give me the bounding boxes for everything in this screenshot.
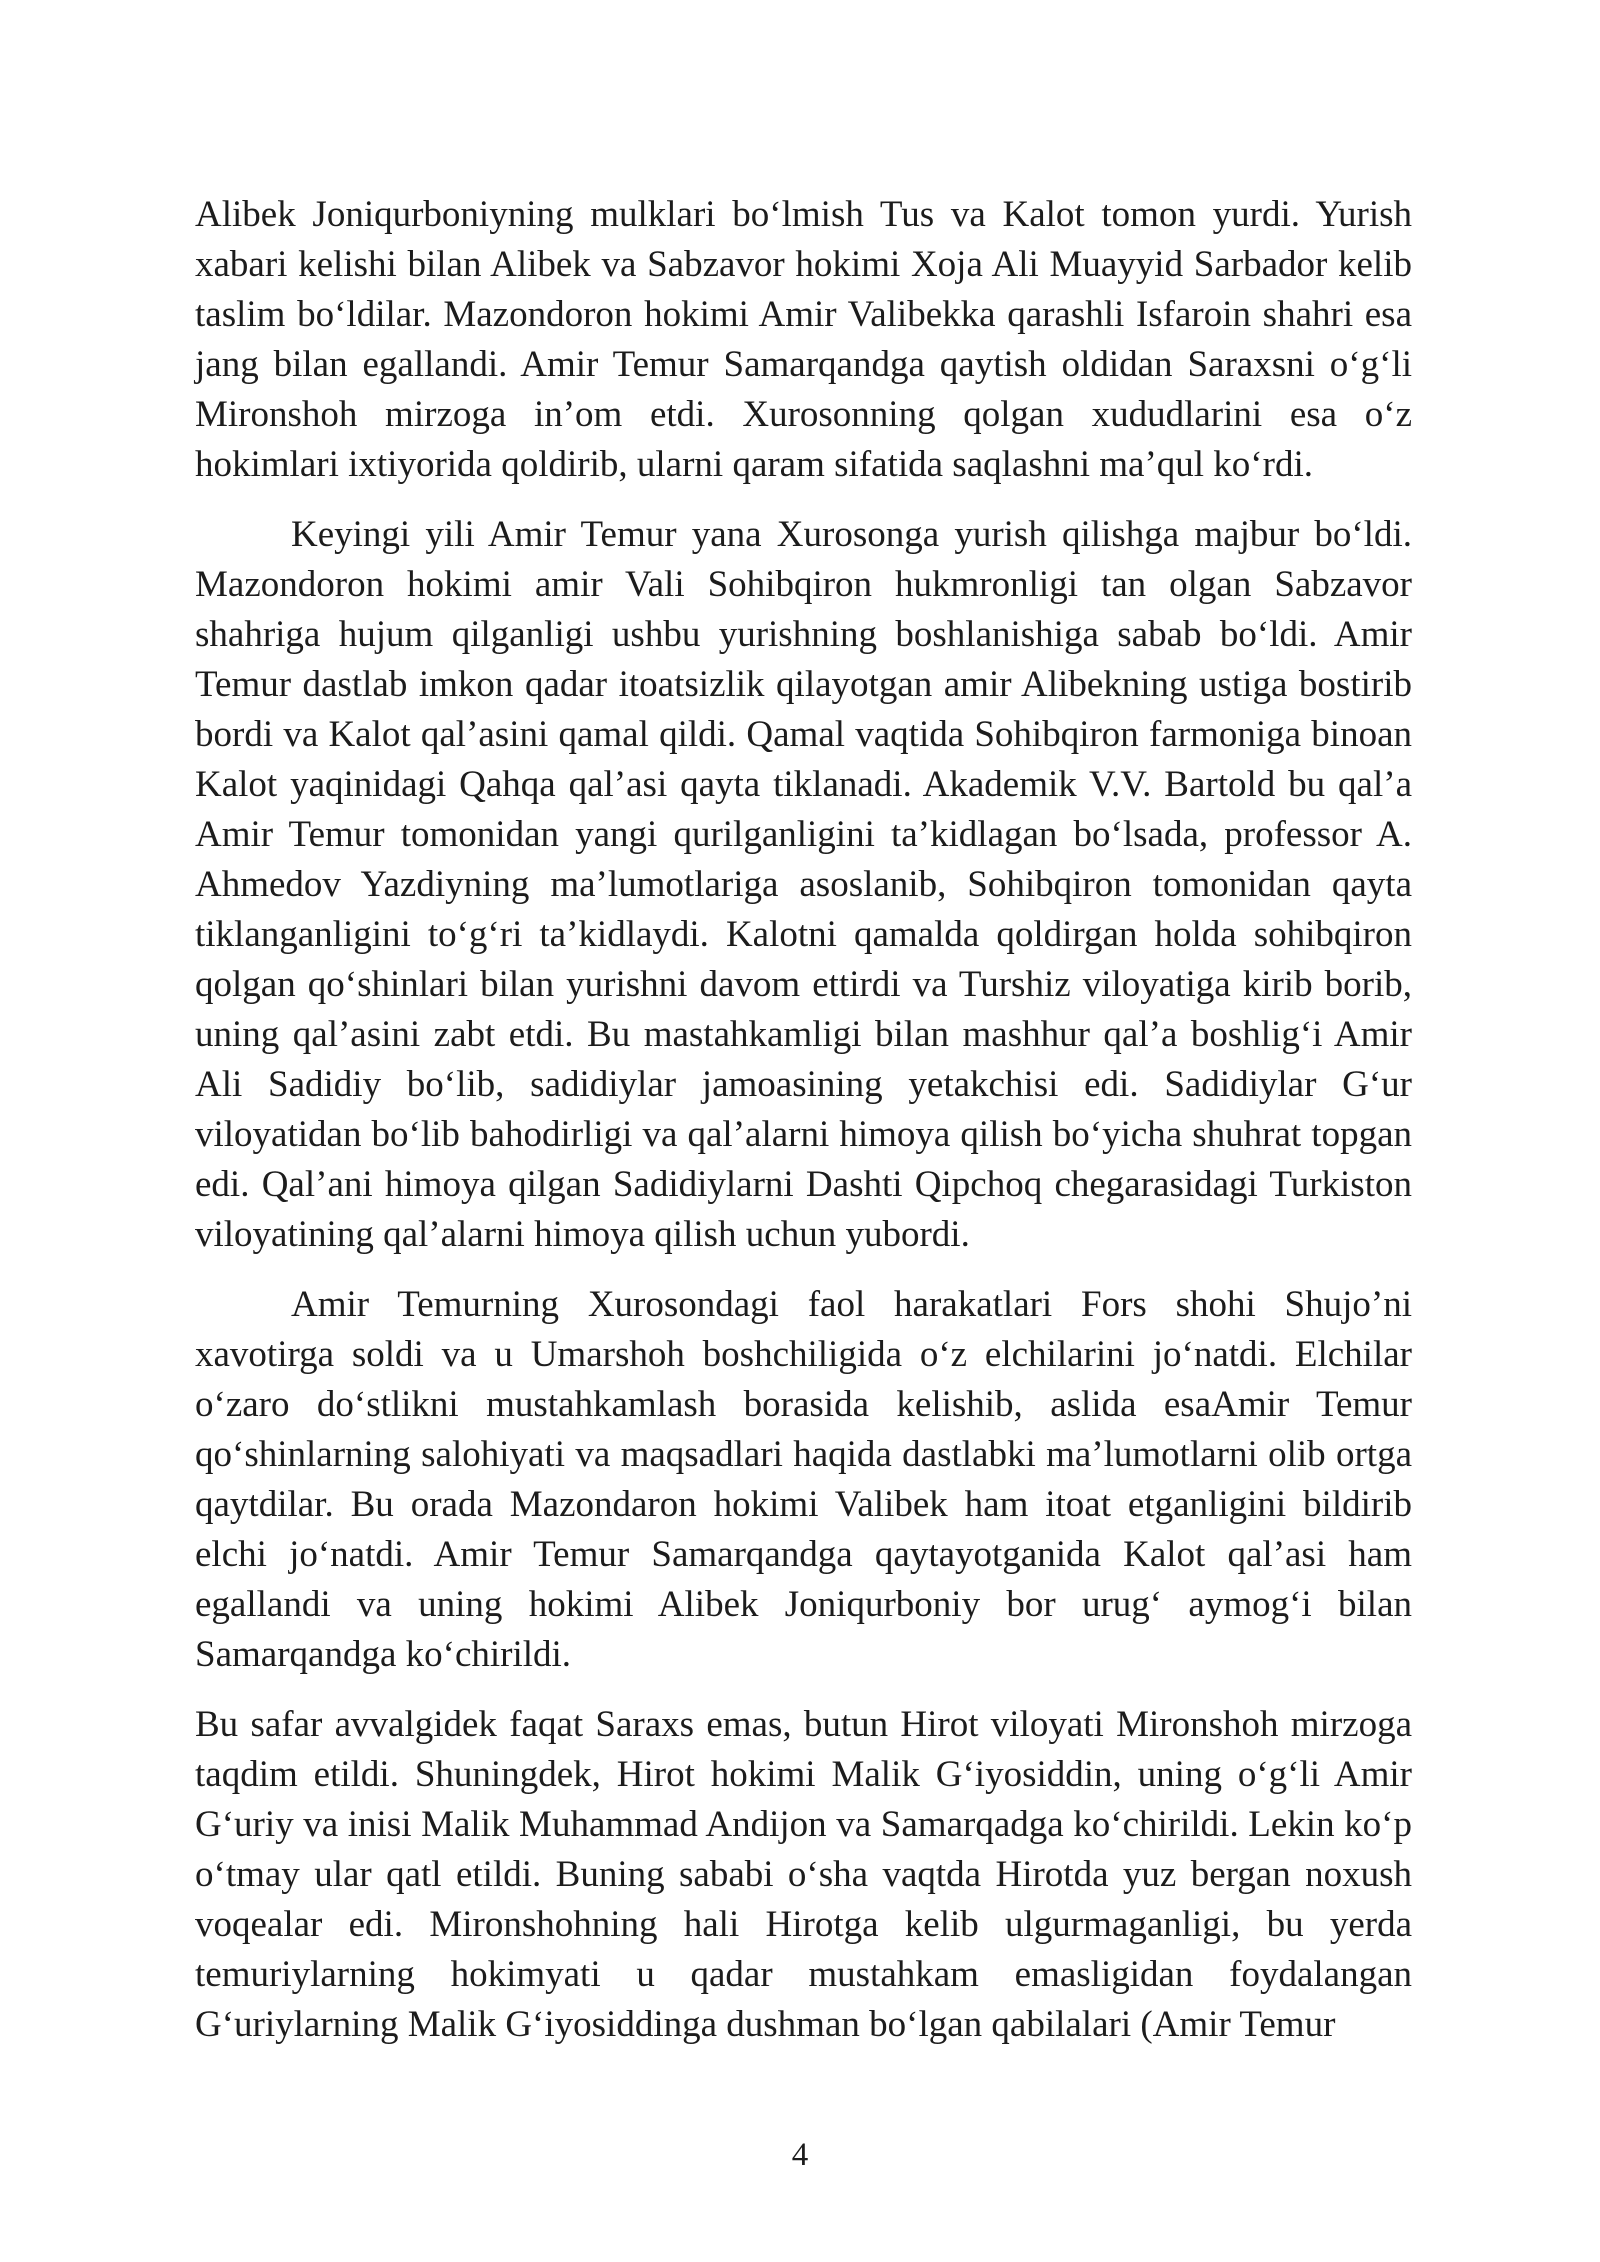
paragraph-3: Amir Temurning Xurosondagi faol harakatlari Fors shohi Shujo’ni xavotirga soldi va u Umarshoh boshchiligida o‘z elchilarini jo‘natdi. Elchilar o‘zaro do‘stlikni mustahkamlash borasida kelishib, aslida esaAmir Temur qo‘shinlarning salohiyati va maqsadlari haqida dastlabki ma’lumotlarni olib ortga qaytdilar. Bu orada Mazondaron hokimi Valibek ham itoat etganligini bildirib elchi jo‘natdi. Amir Temur Samarqandga qaytayotganida Kalot qal’asi ham egallandi va uning hokimi Alibek Joniqurboniy bor urug‘ aymog‘i bilan Samarqandga ko‘chirildi. [195,1284,1412,1675]
paragraph-2: Keyingi yili Amir Temur yana Xurosonga yurish qilishga majbur bo‘ldi. Mazondoron hokimi amir Vali Sohibqiron hukmronligi tan olgan Sabzavor shahriga hujum qilganligi ushbu yurishning boshlanishiga sabab bo‘ldi. Amir Temur dastlab imkon qadar itoatsizlik qilayotgan amir Alibekning ustiga bostirib bordi va Kalot qal’asini qamal qildi. Qamal vaqtida Sohibqiron farmoniga binoan Kalot yaqinidagi Qahqa qal’asi qayta tiklanadi. Akademik V.V. Bartold bu qal’a Amir Temur tomonidan yangi qurilganligini ta’kidlagan bo‘lsada, professor A. Ahmedov Yazdiyning ma’lumotlariga asoslanib, Sohibqiron tomonidan qayta tiklanganligini to‘g‘ri ta’kidlaydi. Kalotni qamalda qoldirgan holda sohibqiron qolgan qo‘shinlari bilan yurishni davom ettirdi va Turshiz viloyatiga kirib borib, uning qal’asini zabt etdi. Bu mastahkamligi bilan mashhur qal’a boshlig‘i Amir Ali Sadidiy bo‘lib, sadidiylar jamoasining yetakchisi edi. Sadidiylar G‘ur viloyatidan bo‘lib bahodirligi va qal’alarni himoya qilish bo‘yicha shuhrat topgan edi. Qal’ani himoya qilgan Sadidiylarni Dashti Qipchoq chegarasidagi Turkiston viloyatining qal’alarni himoya qilish uchun yubordi. [195,514,1412,1255]
body-text [195,190,1412,2070]
paragraph-4: Bu safar avvalgidek faqat Saraxs emas, butun Hirot viloyati Mironshoh mirzoga taqdim etildi. Shuningdek, Hirot hokimi Malik G‘iyosiddin, uning o‘g‘li Amir G‘uriy va inisi Malik Muhammad Andijon va Samarqadga ko‘chirildi. Lekin ko‘p o‘tmay ular qatl etildi. Buning sababi o‘sha vaqtda Hirotda yuz bergan noxush voqealar edi. Mironshohning hali Hirotga kelib ulgurmaganligi, bu yerda temuriylarning hokimyati u qadar mustahkam emasligidan foydalangan G‘uriylarning Malik G‘iyosiddinga dushman bo‘lgan qabilalari (Amir Temur [195,1704,1412,2045]
paragraph-1: Alibek Joniqurboniyning mulklari bo‘lmish Tus va Kalot tomon yurdi. Yurish xabari kelishi bilan Alibek va Sabzavor hokimi Xoja Ali Muayyid Sarbador kelib taslim bo‘ldilar. Mazondoron hokimi Amir Valibekka qarashli Isfaroin shahri esa jang bilan egallandi. Amir Temur Samarqandga qaytish oldidan Saraxsni o‘g‘li Mironshoh mirzoga in’om etdi. Xurosonning qolgan xududlarini esa o‘z hokimlari ixtiyorida qoldirib, ularni qaram sifatida saqlashni ma’qul ko‘rdi. [195,194,1412,485]
page-number: 4 [791,2137,809,2173]
